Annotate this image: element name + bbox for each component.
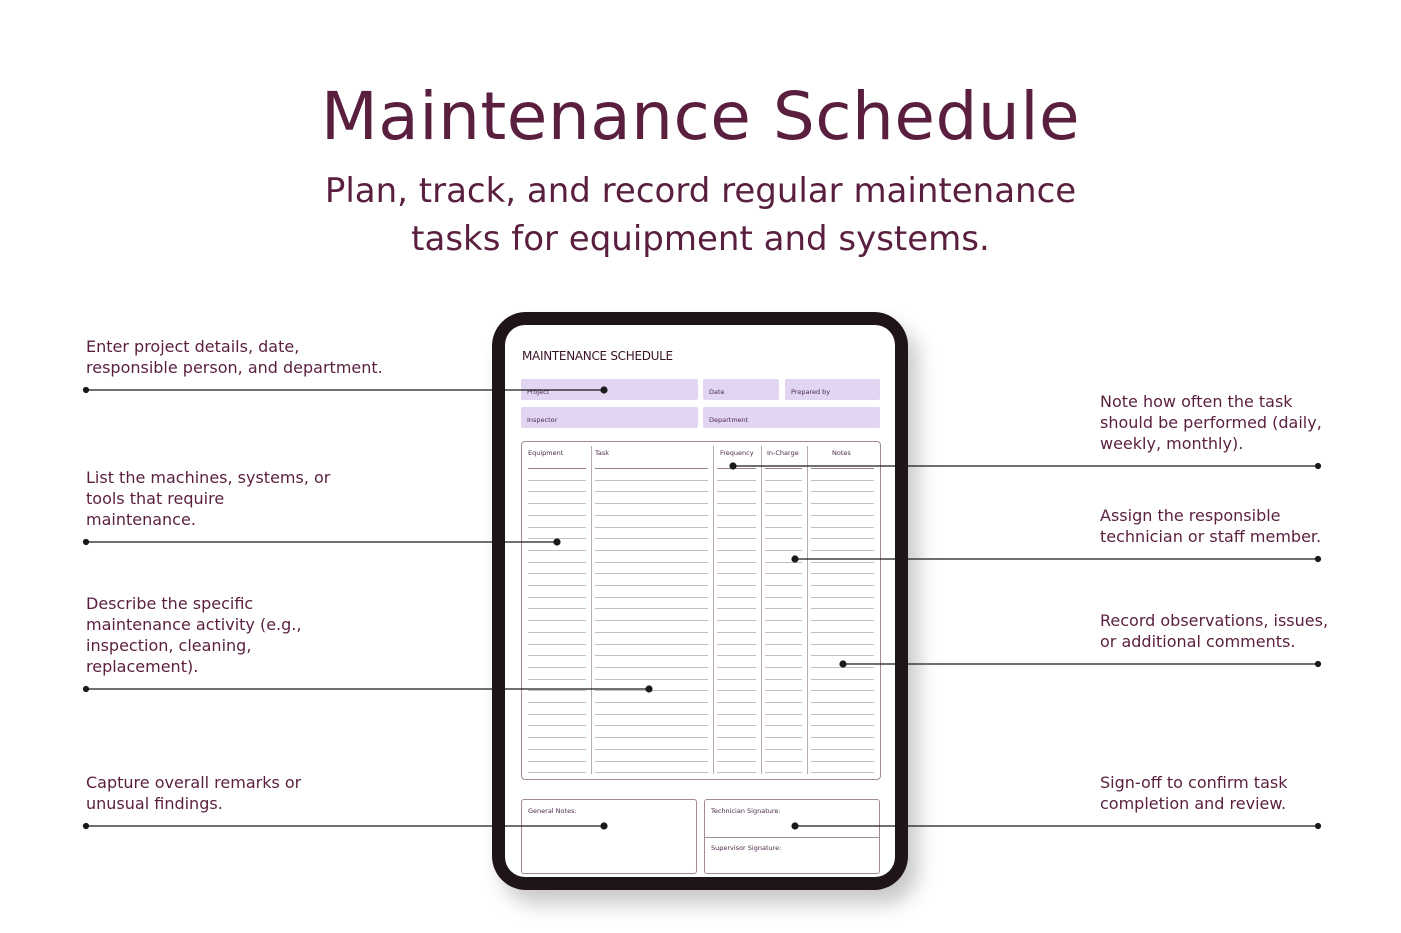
table-row-line xyxy=(811,491,874,492)
leader-dot xyxy=(1316,464,1321,469)
leader-dot xyxy=(1316,557,1321,562)
column-header-frequency: Frequency xyxy=(720,449,754,457)
table-row-line xyxy=(528,644,586,645)
table-row-line xyxy=(595,468,708,469)
table-row-line xyxy=(528,772,586,773)
table-row-line xyxy=(811,562,874,563)
tablet-screen xyxy=(505,325,895,877)
table-row-line xyxy=(811,679,874,680)
table-row-line xyxy=(595,562,708,563)
table-row-line xyxy=(811,690,874,691)
table-row-line xyxy=(811,761,874,762)
table-row-line xyxy=(811,714,874,715)
general-notes-label: General Notes: xyxy=(528,807,577,815)
annotation-line: maintenance activity (e.g., xyxy=(86,615,302,634)
table-row-line xyxy=(595,585,708,586)
column-divider xyxy=(761,446,762,774)
table-row-line xyxy=(811,632,874,633)
table-row-line xyxy=(528,538,586,539)
table-row-line xyxy=(595,690,708,691)
annotation-line: unusual findings. xyxy=(86,794,223,813)
table-row-line xyxy=(717,597,756,598)
table-row-line xyxy=(595,772,708,773)
table-row-line xyxy=(595,515,708,516)
table-row-line xyxy=(765,468,802,469)
table-row-line xyxy=(595,573,708,574)
table-row-line xyxy=(528,550,586,551)
column-divider xyxy=(713,446,714,774)
leader-dot xyxy=(84,687,89,692)
table-row-line xyxy=(765,527,802,528)
column-header-in-charge: In-Charge xyxy=(767,449,799,457)
subtitle-line-2: tasks for equipment and systems. xyxy=(411,219,990,259)
leader-dot xyxy=(84,824,89,829)
annotation-notes xyxy=(1100,610,1328,652)
supervisor-signature-label: Supervisor Signature: xyxy=(711,844,782,852)
leader-dot xyxy=(84,388,89,393)
table-row-line xyxy=(765,761,802,762)
table-row-line xyxy=(765,573,802,574)
table-row-line xyxy=(717,761,756,762)
form-title: MAINTENANCE SCHEDULE xyxy=(522,349,673,363)
table-row-line xyxy=(765,620,802,621)
table-row-line xyxy=(765,690,802,691)
annotation-line: or additional comments. xyxy=(1100,632,1296,651)
table-row-line xyxy=(765,550,802,551)
table-row-line xyxy=(528,690,586,691)
table-row-line xyxy=(528,585,586,586)
table-row-line xyxy=(765,644,802,645)
table-row-line xyxy=(811,550,874,551)
annotation-line: tools that require xyxy=(86,489,225,508)
table-row-line xyxy=(528,620,586,621)
table-row-line xyxy=(811,655,874,656)
table-row-line xyxy=(595,597,708,598)
table-row-line xyxy=(528,632,586,633)
table-row-line xyxy=(765,737,802,738)
table-row-line xyxy=(528,562,586,563)
table-row-line xyxy=(811,585,874,586)
date-field[interactable]: Date xyxy=(703,379,779,400)
table-row-line xyxy=(595,725,708,726)
table-row-line xyxy=(595,714,708,715)
table-row-line xyxy=(765,491,802,492)
table-row-line xyxy=(765,608,802,609)
table-row-line xyxy=(528,679,586,680)
table-row-line xyxy=(811,597,874,598)
annotation-line: should be performed (daily, xyxy=(1100,413,1322,432)
table-row-line xyxy=(595,737,708,738)
table-row-line xyxy=(528,597,586,598)
table-row-line xyxy=(811,749,874,750)
table-row-line xyxy=(717,480,756,481)
table-row-line xyxy=(595,620,708,621)
leader-dot xyxy=(1316,662,1321,667)
table-row-line xyxy=(811,667,874,668)
page-subtitle xyxy=(0,167,1401,263)
table-row-line xyxy=(811,538,874,539)
schedule-table xyxy=(521,441,881,780)
table-row-line xyxy=(765,515,802,516)
table-row-line xyxy=(717,749,756,750)
table-row-line xyxy=(595,679,708,680)
column-header-equipment: Equipment xyxy=(528,449,564,457)
signature-divider xyxy=(705,837,879,838)
table-row-line xyxy=(765,667,802,668)
table-row-line xyxy=(528,468,586,469)
table-row-line xyxy=(765,597,802,598)
table-row-line xyxy=(717,527,756,528)
table-row-line xyxy=(811,737,874,738)
annotation-line: weekly, monthly). xyxy=(1100,434,1244,453)
column-divider xyxy=(807,446,808,774)
table-row-line xyxy=(595,527,708,528)
table-row-line xyxy=(595,667,708,668)
page-title: Maintenance Schedule xyxy=(320,78,1081,155)
table-row-line xyxy=(717,585,756,586)
table-row-line xyxy=(528,503,586,504)
table-row-line xyxy=(595,655,708,656)
table-row-line xyxy=(717,644,756,645)
annotation-line: Assign the responsible xyxy=(1100,506,1281,525)
table-row-line xyxy=(595,761,708,762)
table-row-line xyxy=(528,655,586,656)
leader-dot xyxy=(84,540,89,545)
table-row-line xyxy=(765,772,802,773)
annotation-signatures xyxy=(1100,772,1287,814)
annotation-line: Note how often the task xyxy=(1100,392,1293,411)
table-row-line xyxy=(811,515,874,516)
annotation-in-charge xyxy=(1100,505,1321,547)
annotation-line: Describe the specific xyxy=(86,594,254,613)
table-row-line xyxy=(765,679,802,680)
annotation-line: technician or staff member. xyxy=(1100,527,1322,546)
subtitle-line-1: Plan, track, and record regular maintenance xyxy=(324,171,1077,211)
technician-signature-label: Technician Signature: xyxy=(711,807,781,815)
department-field[interactable]: Department xyxy=(703,407,880,428)
table-row-line xyxy=(717,667,756,668)
table-row-line xyxy=(528,573,586,574)
column-header-notes: Notes xyxy=(832,449,851,457)
table-row-line xyxy=(528,527,586,528)
table-row-line xyxy=(717,620,756,621)
annotation-line: Capture overall remarks or xyxy=(86,773,302,792)
table-row-line xyxy=(765,725,802,726)
table-row-line xyxy=(595,491,708,492)
column-header-task: Task xyxy=(595,449,610,457)
table-row-line xyxy=(717,714,756,715)
annotation-line: List the machines, systems, or xyxy=(86,468,331,487)
table-row-line xyxy=(811,725,874,726)
table-row-line xyxy=(717,550,756,551)
table-row-line xyxy=(595,749,708,750)
table-row-line xyxy=(811,480,874,481)
table-row-line xyxy=(595,608,708,609)
table-row-line xyxy=(717,679,756,680)
table-row-line xyxy=(528,491,586,492)
project-field[interactable]: Project xyxy=(521,379,698,400)
table-row-line xyxy=(528,725,586,726)
table-row-line xyxy=(811,527,874,528)
table-row-line xyxy=(765,562,802,563)
table-row-line xyxy=(595,632,708,633)
annotation-frequency xyxy=(1100,391,1322,454)
table-row-line xyxy=(811,620,874,621)
table-row-line xyxy=(811,573,874,574)
table-row-line xyxy=(765,702,802,703)
annotation-line: Sign-off to confirm task xyxy=(1100,773,1288,792)
table-row-line xyxy=(811,608,874,609)
annotation-line: replacement). xyxy=(86,657,199,676)
table-row-line xyxy=(717,515,756,516)
inspector-field[interactable]: Inspector xyxy=(521,407,698,428)
signature-box xyxy=(704,799,880,874)
table-row-line xyxy=(528,737,586,738)
annotation-line: responsible person, and department. xyxy=(86,358,383,377)
annotation-task xyxy=(86,593,301,677)
table-row-line xyxy=(765,749,802,750)
table-row-line xyxy=(811,772,874,773)
table-row-line xyxy=(765,714,802,715)
annotation-line: completion and review. xyxy=(1100,794,1287,813)
table-row-line xyxy=(765,538,802,539)
prepared-by-field[interactable]: Prepared by xyxy=(785,379,880,400)
table-row-line xyxy=(765,480,802,481)
table-row-line xyxy=(717,655,756,656)
table-row-line xyxy=(528,714,586,715)
table-row-line xyxy=(528,608,586,609)
table-row-line xyxy=(528,761,586,762)
table-row-line xyxy=(528,515,586,516)
table-row-line xyxy=(717,503,756,504)
table-row-line xyxy=(595,550,708,551)
table-row-line xyxy=(811,644,874,645)
table-row-line xyxy=(595,538,708,539)
table-row-line xyxy=(595,644,708,645)
table-row-line xyxy=(765,585,802,586)
annotation-line: maintenance. xyxy=(86,510,196,529)
table-row-line xyxy=(717,737,756,738)
table-row-line xyxy=(717,538,756,539)
annotation-line: Record observations, issues, xyxy=(1100,611,1329,630)
table-row-line xyxy=(765,655,802,656)
tablet-mockup xyxy=(492,312,908,890)
table-row-line xyxy=(811,503,874,504)
table-row-line xyxy=(717,491,756,492)
table-row-line xyxy=(528,702,586,703)
leader-dot xyxy=(1316,824,1321,829)
table-row-line xyxy=(528,749,586,750)
table-row-line xyxy=(717,562,756,563)
table-row-line xyxy=(717,608,756,609)
annotation-line: Enter project details, date, xyxy=(86,337,300,356)
table-row-line xyxy=(528,480,586,481)
table-row-line xyxy=(595,503,708,504)
table-row-line xyxy=(595,480,708,481)
table-row-line xyxy=(717,725,756,726)
table-row-line xyxy=(595,702,708,703)
column-divider xyxy=(591,446,592,774)
table-row-line xyxy=(811,702,874,703)
table-row-line xyxy=(717,690,756,691)
table-row-line xyxy=(717,573,756,574)
table-row-line xyxy=(717,702,756,703)
table-row-line xyxy=(717,632,756,633)
table-row-line xyxy=(717,772,756,773)
table-row-line xyxy=(765,632,802,633)
general-notes-box[interactable] xyxy=(521,799,697,874)
table-row-line xyxy=(765,503,802,504)
annotation-equipment xyxy=(86,467,330,530)
table-row-line xyxy=(528,667,586,668)
annotation-general-notes xyxy=(86,772,301,814)
annotation-project-details xyxy=(86,336,383,378)
annotation-line: inspection, cleaning, xyxy=(86,636,252,655)
table-row-line xyxy=(717,468,756,469)
table-row-line xyxy=(811,468,874,469)
